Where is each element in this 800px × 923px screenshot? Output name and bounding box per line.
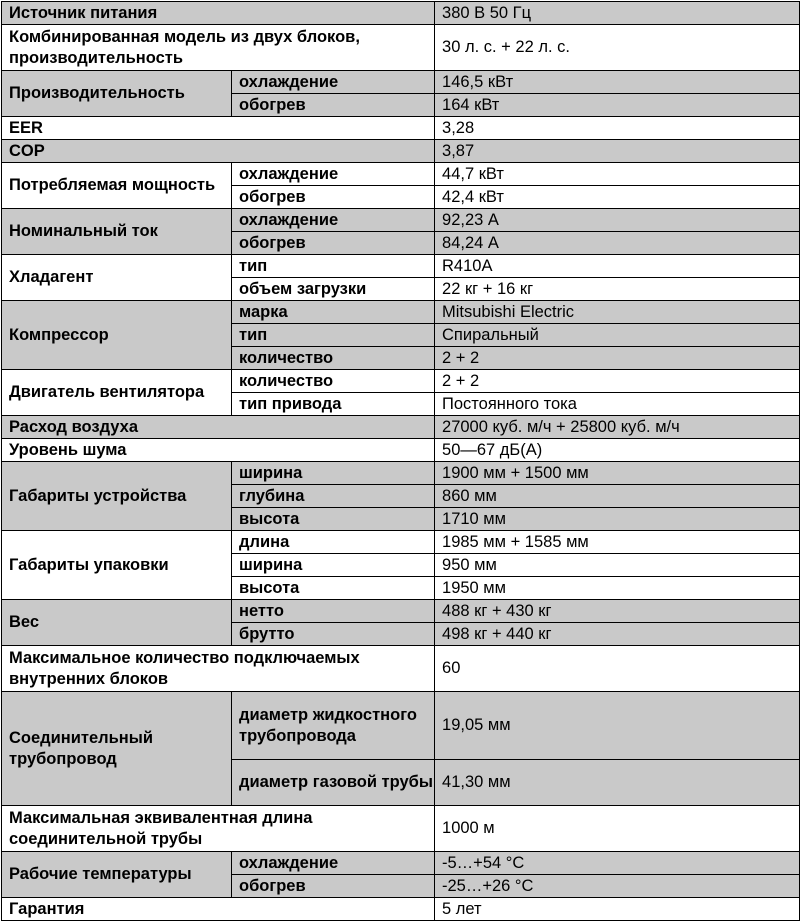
power-input-cooling-label: охлаждение bbox=[232, 163, 435, 186]
row-warranty bbox=[2, 898, 800, 921]
compressor-brand-value: Mitsubishi Electric bbox=[435, 301, 800, 324]
eer-value: 3,28 bbox=[435, 117, 800, 140]
row-noise bbox=[2, 439, 800, 462]
noise-value: 50—67 дБ(А) bbox=[435, 439, 800, 462]
operating-temp-heating-label: обогрев bbox=[232, 875, 435, 898]
fan-motor-qty-label: количество bbox=[232, 370, 435, 393]
fan-motor-drive-value: Постоянного тока bbox=[435, 393, 800, 416]
noise-label: Уровень шума bbox=[2, 439, 435, 462]
row-eer bbox=[2, 117, 800, 140]
capacity-cooling-label: охлаждение bbox=[232, 71, 435, 94]
fan-motor-qty-value: 2 + 2 bbox=[435, 370, 800, 393]
row-power-supply bbox=[2, 2, 800, 25]
combo-model-value: 30 л. с. + 22 л. с. bbox=[435, 25, 800, 71]
dimensions-height-value: 1710 мм bbox=[435, 508, 800, 531]
piping-gas-label: диаметр газовой трубы bbox=[232, 760, 435, 806]
compressor-type-value: Спиральный bbox=[435, 324, 800, 347]
weight-label: Вес bbox=[2, 600, 232, 646]
package-height-label: высота bbox=[232, 577, 435, 600]
compressor-qty-label: количество bbox=[232, 347, 435, 370]
power-input-cooling-value: 44,7 кВт bbox=[435, 163, 800, 186]
package-length-value: 1985 мм + 1585 мм bbox=[435, 531, 800, 554]
refrigerant-type-value: R410A bbox=[435, 255, 800, 278]
package-width-value: 950 мм bbox=[435, 554, 800, 577]
weight-gross-value: 498 кг + 440 кг bbox=[435, 623, 800, 646]
weight-net-value: 488 кг + 430 кг bbox=[435, 600, 800, 623]
weight-gross-label: брутто bbox=[232, 623, 435, 646]
piping-liquid-value: 19,05 мм bbox=[435, 692, 800, 760]
row-cop bbox=[2, 140, 800, 163]
dimensions-width-value: 1900 мм + 1500 мм bbox=[435, 462, 800, 485]
compressor-brand-label: марка bbox=[232, 301, 435, 324]
row-refrigerant-type bbox=[2, 255, 800, 278]
piping-liquid-label: диаметр жидкостного трубопровода bbox=[232, 692, 435, 760]
package-label: Габариты упаковки bbox=[2, 531, 232, 600]
operating-temp-heating-value: -25…+26 °С bbox=[435, 875, 800, 898]
warranty-label: Гарантия bbox=[2, 898, 435, 921]
refrigerant-charge-value: 22 кг + 16 кг bbox=[435, 278, 800, 301]
eer-label: EER bbox=[2, 117, 435, 140]
capacity-heating-label: обогрев bbox=[232, 94, 435, 117]
row-power-input-cooling bbox=[2, 163, 800, 186]
row-dimensions-width bbox=[2, 462, 800, 485]
refrigerant-charge-label: объем загрузки bbox=[232, 278, 435, 301]
max-length-label: Максимальная эквивалентная длина соединительной трубы bbox=[2, 806, 435, 852]
package-width-label: ширина bbox=[232, 554, 435, 577]
package-height-value: 1950 мм bbox=[435, 577, 800, 600]
cop-label: COP bbox=[2, 140, 435, 163]
dimensions-depth-label: глубина bbox=[232, 485, 435, 508]
max-indoor-value: 60 bbox=[435, 646, 800, 692]
operating-temp-cooling-value: -5…+54 °С bbox=[435, 852, 800, 875]
row-compressor-brand bbox=[2, 301, 800, 324]
dimensions-label: Габариты устройства bbox=[2, 462, 232, 531]
compressor-type-label: тип bbox=[232, 324, 435, 347]
combo-model-label: Комбинированная модель из двух блоков, производительность bbox=[2, 25, 435, 71]
power-input-label: Потребляемая мощность bbox=[2, 163, 232, 209]
current-cooling-label: охлаждение bbox=[232, 209, 435, 232]
package-length-label: длина bbox=[232, 531, 435, 554]
row-package-length bbox=[2, 531, 800, 554]
power-input-heating-label: обогрев bbox=[232, 186, 435, 209]
capacity-heating-value: 164 кВт bbox=[435, 94, 800, 117]
row-max-indoor bbox=[2, 646, 800, 692]
max-length-value: 1000 м bbox=[435, 806, 800, 852]
power-supply-label: Источник питания bbox=[2, 2, 435, 25]
row-airflow bbox=[2, 416, 800, 439]
airflow-value: 27000 куб. м/ч + 25800 куб. м/ч bbox=[435, 416, 800, 439]
current-heating-label: обогрев bbox=[232, 232, 435, 255]
compressor-qty-value: 2 + 2 bbox=[435, 347, 800, 370]
refrigerant-label: Хладагент bbox=[2, 255, 232, 301]
fan-motor-drive-label: тип привода bbox=[232, 393, 435, 416]
row-combo-model bbox=[2, 25, 800, 71]
row-capacity-cooling bbox=[2, 71, 800, 94]
dimensions-depth-value: 860 мм bbox=[435, 485, 800, 508]
current-label: Номинальный ток bbox=[2, 209, 232, 255]
current-heating-value: 84,24 А bbox=[435, 232, 800, 255]
specifications-table bbox=[1, 1, 800, 921]
row-piping-liquid bbox=[2, 692, 800, 760]
row-fan-motor-qty bbox=[2, 370, 800, 393]
power-input-heating-value: 42,4 кВт bbox=[435, 186, 800, 209]
compressor-label: Компрессор bbox=[2, 301, 232, 370]
weight-net-label: нетто bbox=[232, 600, 435, 623]
row-weight-net bbox=[2, 600, 800, 623]
operating-temp-cooling-label: охлаждение bbox=[232, 852, 435, 875]
piping-gas-value: 41,30 мм bbox=[435, 760, 800, 806]
capacity-label: Производительность bbox=[2, 71, 232, 117]
capacity-cooling-value: 146,5 кВт bbox=[435, 71, 800, 94]
max-indoor-label: Максимальное количество подключаемых внутренних блоков bbox=[2, 646, 435, 692]
row-operating-temp-cooling bbox=[2, 852, 800, 875]
row-max-length bbox=[2, 806, 800, 852]
airflow-label: Расход воздуха bbox=[2, 416, 435, 439]
refrigerant-type-label: тип bbox=[232, 255, 435, 278]
power-supply-value: 380 В 50 Гц bbox=[435, 2, 800, 25]
warranty-value: 5 лет bbox=[435, 898, 800, 921]
row-current-cooling bbox=[2, 209, 800, 232]
piping-label: Соединительный трубопровод bbox=[2, 692, 232, 806]
cop-value: 3,87 bbox=[435, 140, 800, 163]
operating-temp-label: Рабочие температуры bbox=[2, 852, 232, 898]
dimensions-height-label: высота bbox=[232, 508, 435, 531]
current-cooling-value: 92,23 А bbox=[435, 209, 800, 232]
dimensions-width-label: ширина bbox=[232, 462, 435, 485]
fan-motor-label: Двигатель вентилятора bbox=[2, 370, 232, 416]
